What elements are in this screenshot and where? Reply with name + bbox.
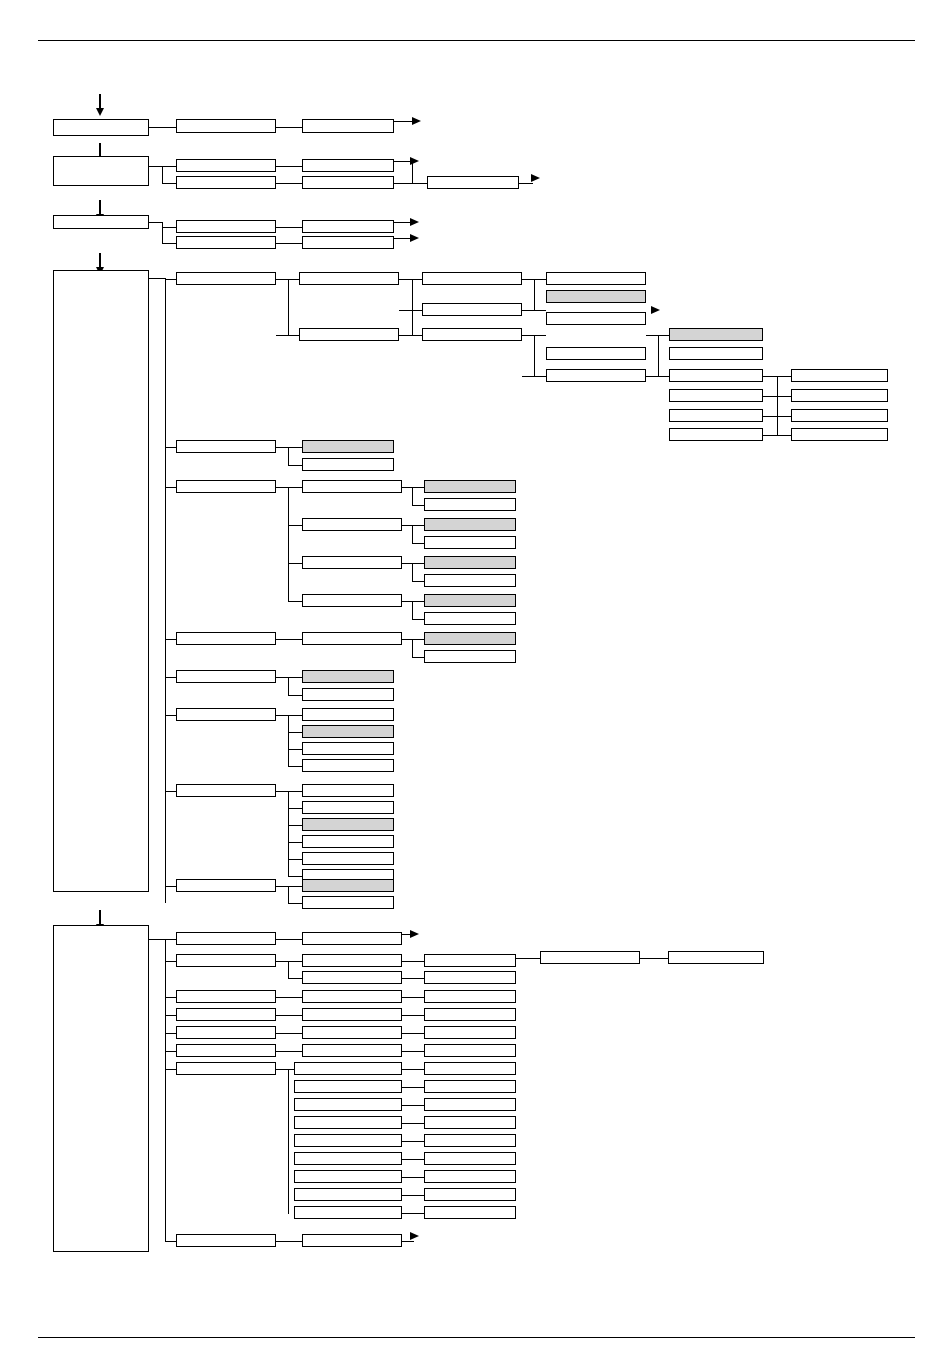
h-g3-2 — [162, 243, 176, 244]
h-g2-6 — [394, 183, 427, 184]
box-g4-a-l7d[interactable] — [791, 428, 888, 441]
arrow-g2-out-b — [531, 174, 540, 182]
h-g5-f2 — [276, 1051, 302, 1052]
h-g4-e — [165, 677, 176, 678]
box-g2-root[interactable] — [53, 156, 149, 186]
box-g4-f-l3b[interactable] — [302, 725, 394, 738]
box-g4-a-l5a[interactable] — [546, 272, 646, 285]
box-g2-l3b[interactable] — [302, 176, 394, 189]
box-g5-f-l4[interactable] — [424, 1044, 516, 1057]
h-g4-c10 — [412, 581, 424, 582]
h-g5-h — [165, 1241, 176, 1242]
box-g5-b-l3b[interactable] — [302, 971, 402, 984]
arrow-g3-out-a — [410, 218, 419, 226]
h-g5-b2 — [276, 961, 302, 962]
v-g5-g — [288, 1069, 289, 1214]
h-g4-g — [165, 791, 176, 792]
box-g4-f-l3a[interactable] — [302, 708, 394, 721]
box-g4-a-l6d[interactable] — [669, 389, 763, 402]
box-g5-h-l3[interactable] — [302, 1234, 402, 1247]
box-g5-c-l3[interactable] — [302, 990, 402, 1003]
box-g4-b-l3a[interactable] — [302, 440, 394, 453]
box-g4-f-l3d[interactable] — [302, 759, 394, 772]
box-g4-e-l3a[interactable] — [302, 670, 394, 683]
box-g2-l2a[interactable] — [176, 159, 276, 172]
h-g2-3 — [276, 166, 302, 167]
box-g5-a-l2[interactable] — [176, 932, 276, 945]
box-g4-c-l3a[interactable] — [302, 480, 402, 493]
h-g3-1 — [162, 227, 176, 228]
box-g4-a-l7a[interactable] — [791, 369, 888, 382]
v-g4-c-col4c — [412, 563, 413, 582]
box-g5-g-l4i[interactable] — [424, 1206, 516, 1219]
v-g3-left — [162, 222, 163, 244]
h-g4-e2 — [276, 677, 302, 678]
v-g4-c-mid — [288, 487, 289, 602]
h-g4-c6 — [402, 525, 424, 526]
h-g4-b2 — [276, 447, 302, 448]
box-g5-e-l2[interactable] — [176, 1026, 276, 1039]
h-g4-e3 — [288, 695, 302, 696]
h-g4-f — [165, 715, 176, 716]
h-g5-g4 — [402, 1087, 424, 1088]
h-g5-g5 — [402, 1105, 424, 1106]
arrow-g5-a-out — [410, 930, 419, 938]
h-g5-g9 — [402, 1177, 424, 1178]
box-g5-root[interactable] — [53, 925, 149, 1252]
box-g4-g-l3a[interactable] — [302, 784, 394, 797]
box-g4-a-l4a[interactable] — [422, 272, 522, 285]
box-g5-b-l3a[interactable] — [302, 954, 402, 967]
box-g4-h-l3b[interactable] — [302, 896, 394, 909]
h-g5-e2 — [276, 1033, 302, 1034]
h-g2-7 — [519, 183, 533, 184]
box-g5-g-l4c[interactable] — [424, 1098, 516, 1111]
box-g5-d-l4[interactable] — [424, 1008, 516, 1021]
box-g2-l4[interactable] — [427, 176, 519, 189]
v-g4-spine — [165, 278, 166, 903]
h-g4-f2 — [276, 715, 302, 716]
box-g4-a-l5e[interactable] — [546, 369, 646, 382]
h-g4-c11 — [288, 601, 302, 602]
h-g4-a — [165, 279, 176, 280]
box-g5-g-l4f[interactable] — [424, 1152, 516, 1165]
h-g4-g2 — [276, 791, 302, 792]
v-g4-a-col7 — [777, 376, 778, 436]
box-g4-c-l4d[interactable] — [424, 536, 516, 549]
box-g5-a-l3[interactable] — [302, 932, 402, 945]
box-g5-b-l2[interactable] — [176, 954, 276, 967]
h-g1-2 — [276, 127, 302, 128]
box-g4-a-l4b[interactable] — [422, 303, 522, 316]
box-g5-g-l4g[interactable] — [424, 1170, 516, 1183]
h-g5-g2 — [276, 1069, 294, 1070]
h-g5-g11 — [402, 1213, 424, 1214]
box-g4-a-l3b[interactable] — [299, 328, 399, 341]
h-g5-b — [165, 961, 176, 962]
h-g2-1 — [162, 166, 176, 167]
box-g5-e-l4[interactable] — [424, 1026, 516, 1039]
h-g4-c2 — [276, 487, 302, 488]
h-g4-c4 — [412, 505, 424, 506]
h-g5-f — [165, 1051, 176, 1052]
box-g5-g-l3g[interactable] — [294, 1170, 402, 1183]
box-g4-e-l2[interactable] — [176, 670, 276, 683]
h-g3-4 — [276, 243, 302, 244]
v-g4-a-col5a — [534, 279, 535, 311]
box-g2-l2b[interactable] — [176, 176, 276, 189]
box-g4-a-l3a[interactable] — [299, 272, 399, 285]
box-g5-b-l4b[interactable] — [424, 971, 516, 984]
h-g4-a4 — [399, 279, 422, 280]
h-g2-2 — [162, 183, 176, 184]
h-g5-d — [165, 1015, 176, 1016]
h-g4-f5 — [288, 766, 302, 767]
v-g4-a-col4 — [412, 279, 413, 336]
h-g5-b7 — [402, 978, 424, 979]
arrow-g2-out-a — [410, 157, 419, 165]
box-g4-g-l2[interactable] — [176, 784, 276, 797]
h-g5-b5 — [640, 958, 668, 959]
box-g4-h-l3a[interactable] — [302, 879, 394, 892]
box-g4-g-l3e[interactable] — [302, 852, 394, 865]
v-g2-left — [162, 166, 163, 184]
group-1-entry-arrow — [96, 108, 104, 116]
box-g4-c-l4g[interactable] — [424, 594, 516, 607]
h-g4-h2 — [276, 886, 302, 887]
box-g3-l3a[interactable] — [302, 220, 394, 233]
h-g4-d3 — [402, 639, 424, 640]
box-g5-d-l3[interactable] — [302, 1008, 402, 1021]
h-g4-g7 — [288, 876, 302, 877]
box-g1-root[interactable] — [53, 119, 149, 136]
arrow-g5-h-out — [410, 1232, 419, 1240]
v-g4-f — [288, 715, 289, 767]
arrow-g4-a-out — [651, 306, 660, 314]
box-g4-c-l3b[interactable] — [302, 518, 402, 531]
box-g5-b-l4a[interactable] — [424, 954, 516, 967]
box-g5-g-l3c[interactable] — [294, 1098, 402, 1111]
box-g4-d-l3[interactable] — [302, 632, 402, 645]
box-g4-c-l4f[interactable] — [424, 574, 516, 587]
h-g4-g3 — [288, 808, 302, 809]
h-g4-spine — [149, 278, 165, 279]
box-g4-a-l2[interactable] — [176, 272, 276, 285]
box-g4-c-l4h[interactable] — [424, 612, 516, 625]
box-g5-e-l3[interactable] — [302, 1026, 402, 1039]
box-g5-g-l3i[interactable] — [294, 1206, 402, 1219]
v-g5-spine — [165, 939, 166, 1242]
h-g5-g10 — [402, 1195, 424, 1196]
footer-rule — [38, 1337, 915, 1338]
h-g5-c3 — [402, 997, 424, 998]
v-g4-e — [288, 677, 289, 696]
h-g5-spine — [149, 939, 165, 940]
v-g4-g — [288, 791, 289, 877]
box-g4-a-l5b[interactable] — [546, 290, 646, 303]
v-g4-h — [288, 886, 289, 904]
box-g5-b-l6a[interactable] — [668, 951, 764, 964]
box-g5-g-l4h[interactable] — [424, 1188, 516, 1201]
box-g5-f-l3[interactable] — [302, 1044, 402, 1057]
box-g4-c-l2[interactable] — [176, 480, 276, 493]
box-g4-a-l6f[interactable] — [669, 428, 763, 441]
box-g4-a-l6a[interactable] — [669, 328, 763, 341]
box-g4-a-l6e[interactable] — [669, 409, 763, 422]
h-g4-c13 — [412, 619, 424, 620]
v-g4-c-col4a — [412, 487, 413, 506]
h-g5-a — [165, 939, 176, 940]
box-g4-a-l7b[interactable] — [791, 389, 888, 402]
h-g5-d3 — [402, 1015, 424, 1016]
v-g4-c-col4d — [412, 601, 413, 620]
h-g5-a2 — [276, 939, 302, 940]
box-g3-l2b[interactable] — [176, 236, 276, 249]
v-g4-a-col5b — [534, 335, 535, 377]
box-g4-d-l4a[interactable] — [424, 632, 516, 645]
box-g4-a-l5c[interactable] — [546, 312, 646, 325]
box-g5-c-l4[interactable] — [424, 990, 516, 1003]
box-g4-root[interactable] — [53, 270, 149, 892]
h-g4-c — [165, 487, 176, 488]
h-g5-b6 — [288, 978, 302, 979]
box-g4-d-l2[interactable] — [176, 632, 276, 645]
h-g4-d4 — [412, 657, 424, 658]
h-g2-0 — [149, 166, 162, 167]
box-g5-g-l2[interactable] — [176, 1062, 276, 1075]
v-g5-b — [288, 961, 289, 979]
h-g4-g4 — [288, 825, 302, 826]
box-g4-a-l7c[interactable] — [791, 409, 888, 422]
h-g4-a5 — [399, 310, 422, 311]
h-g5-h3 — [402, 1241, 414, 1242]
h-g4-d2 — [276, 639, 302, 640]
h-g5-c2 — [276, 997, 302, 998]
box-g5-g-l3e[interactable] — [294, 1134, 402, 1147]
h-g4-g6 — [288, 859, 302, 860]
box-g4-a-l5d[interactable] — [546, 347, 646, 360]
h-g5-b4 — [516, 958, 540, 959]
h-g4-b — [165, 447, 176, 448]
box-g3-l2a[interactable] — [176, 220, 276, 233]
arrow-g3-out-b — [410, 234, 419, 242]
v-g4-a-col6 — [658, 335, 659, 377]
h-g4-c3 — [402, 487, 424, 488]
h-g1-3 — [394, 121, 414, 122]
box-g1-l2[interactable] — [176, 119, 276, 133]
h-g5-b3 — [402, 961, 424, 962]
header-rule — [38, 40, 915, 41]
box-g4-c-l3c[interactable] — [302, 556, 402, 569]
box-g4-g-l3d[interactable] — [302, 835, 394, 848]
h-g3-3 — [276, 227, 302, 228]
h-g4-h3 — [288, 903, 302, 904]
h-g3-0 — [149, 222, 162, 223]
h-g4-h — [165, 886, 176, 887]
h-g4-f3 — [288, 732, 302, 733]
box-g5-f-l2[interactable] — [176, 1044, 276, 1057]
box-g5-g-l4a[interactable] — [424, 1062, 516, 1075]
v-g4-d-col4 — [412, 639, 413, 658]
v-g4-b — [288, 447, 289, 466]
h-g5-g6 — [402, 1123, 424, 1124]
h-g2-4 — [276, 183, 302, 184]
h-g4-f4 — [288, 749, 302, 750]
box-g4-b-l3b[interactable] — [302, 458, 394, 471]
box-g3-root[interactable] — [53, 215, 149, 229]
box-g5-g-l4d[interactable] — [424, 1116, 516, 1129]
box-g5-g-l3f[interactable] — [294, 1152, 402, 1165]
box-g5-g-l3a[interactable] — [294, 1062, 402, 1075]
box-g4-a-l4c[interactable] — [422, 328, 522, 341]
box-g5-d-l2[interactable] — [176, 1008, 276, 1021]
box-g5-g-l3d[interactable] — [294, 1116, 402, 1129]
box-g4-a-l6b[interactable] — [669, 347, 763, 360]
h-g4-d — [165, 639, 176, 640]
box-g4-b-l2[interactable] — [176, 440, 276, 453]
h-g5-c — [165, 997, 176, 998]
v-g4-a-mid — [288, 279, 289, 336]
box-g4-h-l2[interactable] — [176, 879, 276, 892]
box-g4-a-l6c[interactable] — [669, 369, 763, 382]
box-g3-l3b[interactable] — [302, 236, 394, 249]
h-g4-c7 — [412, 543, 424, 544]
box-g5-h-l2[interactable] — [176, 1234, 276, 1247]
h-g4-b3 — [288, 465, 302, 466]
h-g4-c12 — [402, 601, 424, 602]
h-g5-g3 — [402, 1069, 424, 1070]
h-g4-c5 — [288, 525, 302, 526]
box-g4-g-l3b[interactable] — [302, 801, 394, 814]
box-g4-c-l4a[interactable] — [424, 480, 516, 493]
h-g5-e — [165, 1033, 176, 1034]
h-g4-c9 — [402, 563, 424, 564]
box-g4-c-l4e[interactable] — [424, 556, 516, 569]
box-g1-l3[interactable] — [302, 119, 394, 133]
box-g4-d-l4b[interactable] — [424, 650, 516, 663]
box-g4-c-l4b[interactable] — [424, 498, 516, 511]
box-g4-f-l2[interactable] — [176, 708, 276, 721]
box-g4-f-l3c[interactable] — [302, 742, 394, 755]
box-g5-g-l4b[interactable] — [424, 1080, 516, 1093]
box-g5-g-l4e[interactable] — [424, 1134, 516, 1147]
h-g4-c8 — [288, 563, 302, 564]
h-g5-d2 — [276, 1015, 302, 1016]
h-g5-g — [165, 1069, 176, 1070]
h-g1-1 — [149, 127, 176, 128]
h-g5-e3 — [402, 1033, 424, 1034]
box-g2-l3a[interactable] — [302, 159, 394, 172]
box-g5-b-l5a[interactable] — [540, 951, 640, 964]
box-g5-g-l3b[interactable] — [294, 1080, 402, 1093]
box-g5-g-l3h[interactable] — [294, 1188, 402, 1201]
v-g4-c-col4b — [412, 525, 413, 544]
box-g4-e-l3b[interactable] — [302, 688, 394, 701]
box-g4-c-l4c[interactable] — [424, 518, 516, 531]
box-g4-g-l3c[interactable] — [302, 818, 394, 831]
arrow-g1-out — [412, 117, 421, 125]
box-g4-c-l3d[interactable] — [302, 594, 402, 607]
h-g5-f3 — [402, 1051, 424, 1052]
h-g5-h2 — [276, 1241, 302, 1242]
h-g5-g8 — [402, 1159, 424, 1160]
h-g4-g5 — [288, 842, 302, 843]
h-g5-g7 — [402, 1141, 424, 1142]
h-g4-a6 — [399, 335, 422, 336]
box-g5-c-l2[interactable] — [176, 990, 276, 1003]
